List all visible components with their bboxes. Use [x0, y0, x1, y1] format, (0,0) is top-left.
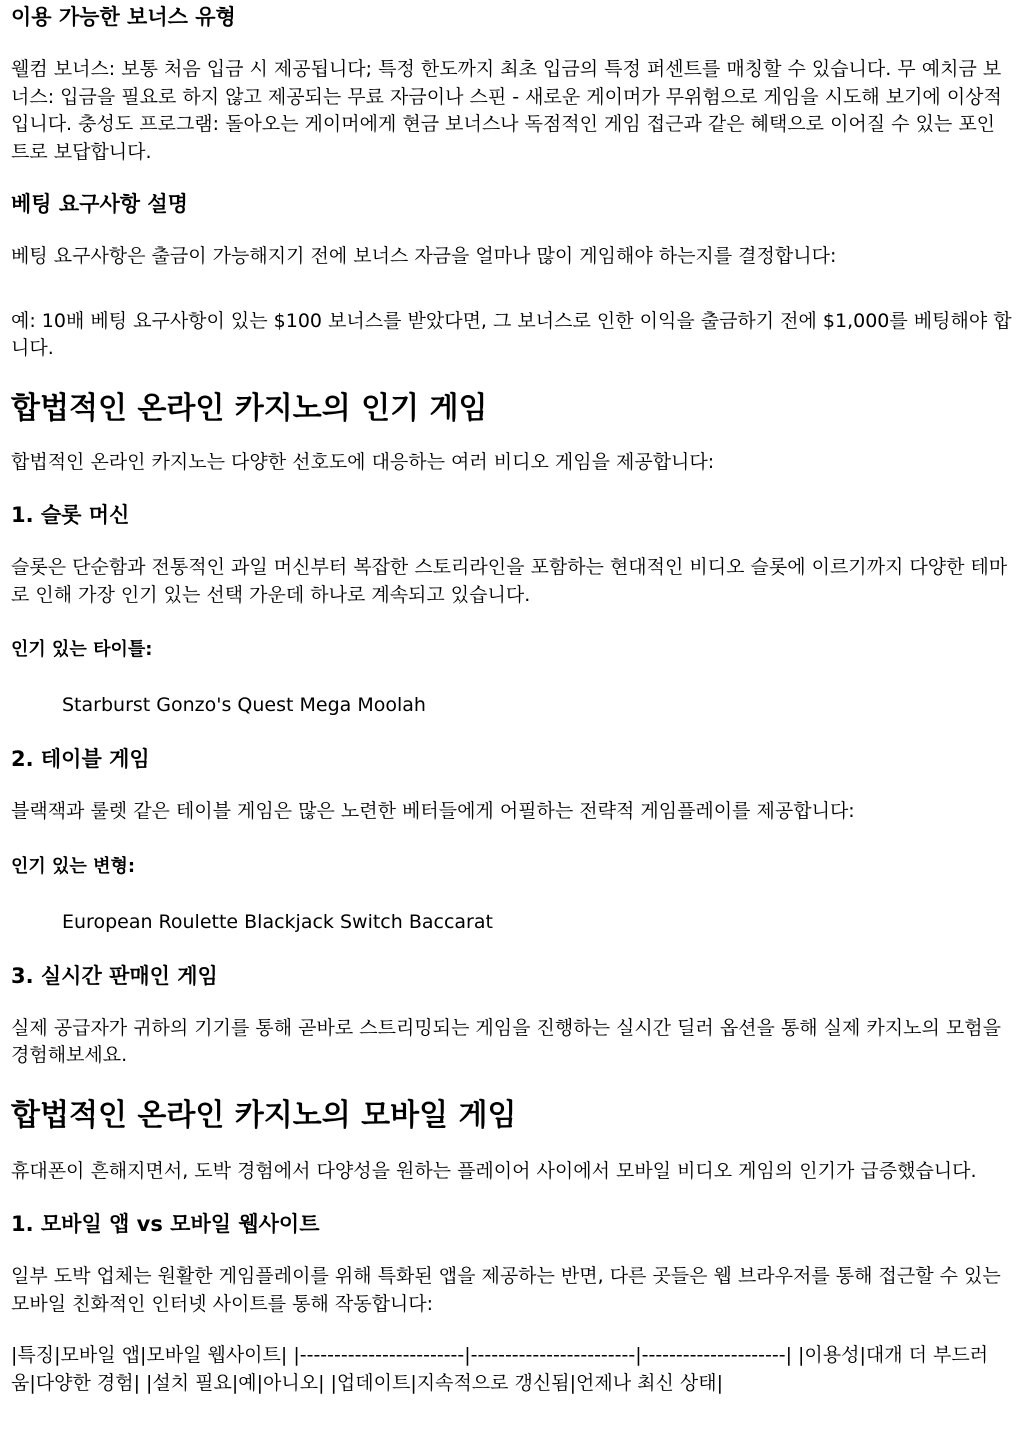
mobile-games-intro: 휴대폰이 흔해지면서, 도박 경험에서 다양성을 원하는 플레이어 사이에서 모바일 비디오 게임의 인기가 급증했습니다.	[11, 1159, 977, 1182]
popular-games-intro: 합법적인 온라인 카지노는 다양한 선호도에 대응하는 여러 비디오 게임을 제공합니다:	[11, 450, 715, 473]
live-dealer-heading: 3. 실시간 판매인 게임	[11, 963, 218, 988]
wagering-heading: 베팅 요구사항 설명	[11, 192, 188, 216]
slots-heading: 1. 슬롯 머신	[11, 503, 130, 527]
app-vs-web-heading: 1. 모바일 앱 vs 모바일 웹사이트	[11, 1212, 320, 1236]
comparison-table-text: |특징|모바일 앱|모바일 웹사이트| |------------------------|------------------------|---------------------| |이용성|대개 더 부드러움|다양한 경험| |설치 필요|예|아니오| |업데이트|지속적으로 갱신됨|언제나 최신 상태|	[11, 1344, 989, 1394]
table-games-variant-list: European Roulette Blackjack Switch Baccarat	[62, 910, 493, 933]
live-dealer-paragraph: 실제 공급자가 귀하의 기기를 통해 곧바로 스트리밍되는 게임을 진행하는 실시간 딜러 옵션을 통해 실제 카지노의 모험을 경험해보세요.	[11, 1016, 1001, 1066]
popular-games-heading: 합법적인 온라인 카지노의 인기 게임	[11, 390, 488, 426]
table-games-heading: 2. 테이블 게임	[11, 747, 150, 771]
slots-label: 인기 있는 타이틀:	[11, 639, 153, 660]
slots-title-list: Starburst Gonzo's Quest Mega Moolah	[62, 694, 426, 716]
table-games-label: 인기 있는 변형:	[11, 855, 136, 877]
app-vs-web-paragraph: 일부 도박 업체는 원활한 게임플레이를 위해 특화된 앱을 제공하는 반면, 다른 곳들은 웹 브라우저를 통해 접근할 수 있는 모바일 친화적인 인터넷 사이트를 통해 작동합니다:	[11, 1265, 1001, 1315]
document	[0, 2, 1024, 1397]
bonus-types-paragraph: 웰컴 보너스: 보통 처음 입금 시 제공됩니다; 특정 한도까지 최초 입금의 특정 퍼센트를 매칭할 수 있습니다. 무 예치금 보너스: 입금을 필요로 하지 않고 제공되는 무료 자금이나 스핀 - 새로운 게이머가 무위험으로 게임을 시도해 보기에 이상적입니다. 충성도 프로그램: 돌아오는 게이머에게 현금 보너스나 독점적인 게임 접근과 같은 혜택으로 이어질 수 있는 포인트로 보답합니다.	[11, 58, 1002, 163]
mobile-games-heading: 합법적인 온라인 카지노의 모바일 게임	[11, 1097, 517, 1133]
bonus-types-heading: 이용 가능한 보너스 유형	[11, 5, 236, 29]
wagering-example: 예: 10배 베팅 요구사항이 있는 $100 보너스를 받았다면, 그 보너스로 인한 이익을 출금하기 전에 $1,000를 베팅해야 합니다.	[11, 309, 1012, 359]
wagering-paragraph: 베팅 요구사항은 출금이 가능해지기 전에 보너스 자금을 얼마나 많이 게임해야 하는지를 결정합니다:	[11, 245, 837, 267]
slots-paragraph: 슬롯은 단순함과 전통적인 과일 머신부터 복잡한 스토리라인을 포함하는 현대적인 비디오 슬롯에 이르기까지 다양한 테마로 인해 가장 인기 있는 선택 가운데 하나로 계속되고 있습니다.	[11, 556, 1008, 606]
table-games-paragraph: 블랙잭과 룰렛 같은 테이블 게임은 많은 노련한 베터들에게 어필하는 전략적 게임플레이를 제공합니다:	[11, 800, 855, 822]
